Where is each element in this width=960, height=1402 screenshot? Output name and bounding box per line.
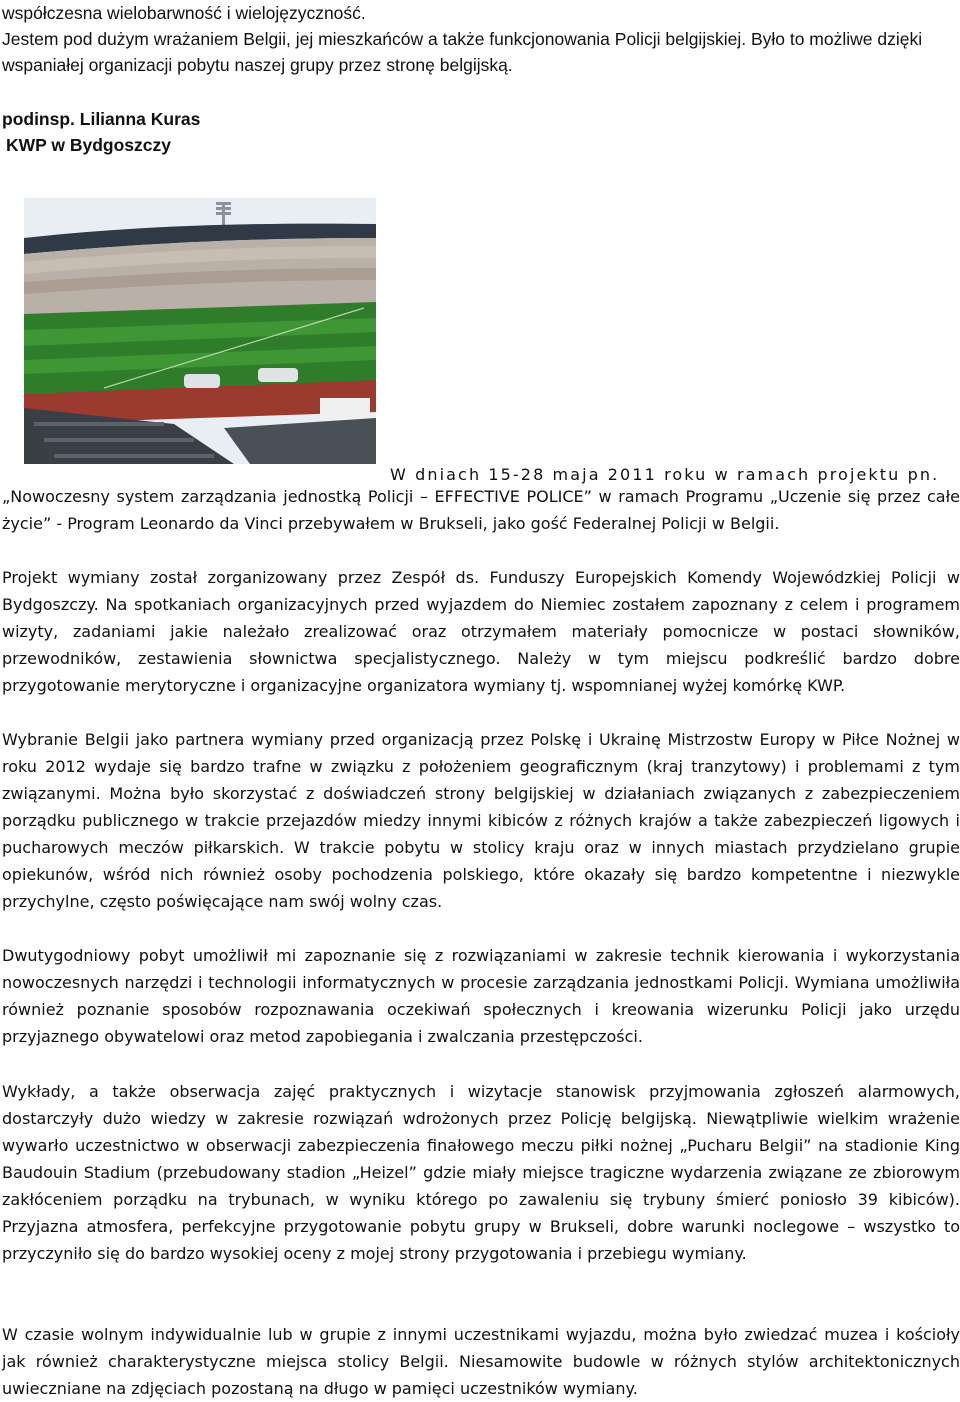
- intro-line: współczesna wielobarwność i wielojęzyczność.: [2, 3, 366, 23]
- article-lead: W dniach 15-28 maja 2011 roku w ramach projektu pn.: [390, 465, 940, 484]
- article-paragraph: Wykłady, a także obserwacja zajęć praktycznych i wizytacje stanowisk przyjmowania zgłoszeń alarmowych, dostarczyły dużo wiedzy w zakresie rozwiązań wdrożonych przez Policję belgijską. Niewątpliwie wielkim wrażenie wywarło uczestnictwo w obserwacji zabezpieczenia finałowego meczu piłki nożnej „Pucharu Belgii” na stadionie King Baudouin Stadium (przebudowany stadion „Heizel” gdzie miały miejsce tragiczne wydarzenia związane ze zbiorowym zakłóceniem porządku na trybunach, w wyniku którego po zawaleniu się trybuny śmierć poniosło 39 kibiców). Przyjazna atmosfera, perfekcyjne przygotowanie pobytu grupy w Brukseli, dobre warunki noclegowe – wszystko to przyczyniło się do bardzo wysokiej oceny z mojej strony przygotowania i przebiegu wymiany.: [2, 1082, 960, 1263]
- stadium-photo: [24, 198, 376, 464]
- article-paragraph: W czasie wolnym indywidualnie lub w grupie z innymi uczestnikami wyjazdu, można było zwiedzać muzea i kościoły jak również charakterystyczne miejsca stolicy Belgii. Niesamowite budowle w różnych stylów architektonicznych uwieczniane na zdjęciach pozostaną na długo w pamięci uczestników wymiany.: [2, 1325, 960, 1398]
- article-paragraph: Projekt wymiany został zorganizowany przez Zespół ds. Funduszy Europejskich Komendy Wojewódzkiej Policji w Bydgoszczy. Na spotkaniach organizacyjnych przed wyjazdem do Niemiec zostałem zapoznany z celem i programem wizyty, zadaniami jakie należało zrealizować oraz otrzymałem materiały pomocnicze w postaci słowników, przewodników, zestawienia słownictwa specjalistycznego. Należy w tym miejscu podkreślić bardzo dobre przygotowanie merytoryczne i organizacyjne organizatora wymiany tj. wspomnianej wyżej komórkę KWP.: [2, 568, 960, 695]
- article-paragraph: Wybranie Belgii jako partnera wymiany przed organizacją przez Polskę i Ukrainę Mistrzostw Europy w Piłce Nożnej w roku 2012 wydaje się bardzo trafne w związku z położeniem geograficznym (kraj tranzytowy) i problemami z tym związanymi. Można było skorzystać z doświadczeń strony belgijskiej w działaniach związanych z zabezpieczeniem porządku publicznego w trakcie przejazdów miedzy innymi kibiców z różnych krajów a także zabezpieczeń ligowych i pucharowych meczów piłkarskich. W trakcie pobytu w stolicy kraju oraz w innych miastach przydzielano grupie opiekunów, wśród nich również osoby pochodzenia polskiego, które okazały się bardzo kompetentne i niezwykle przychylne, często poświęcające nam swój wolny czas.: [2, 730, 960, 911]
- author-name: podinsp. Lilianna Kuras: [2, 109, 201, 129]
- author-unit: KWP w Bydgoszczy: [6, 135, 171, 155]
- intro-paragraph: Jestem pod dużym wrażaniem Belgii, jej mieszkańców a także funkcjonowania Policji belgijskiej. Było to możliwe dzięki wspaniałej organizacji pobytu naszej grupy przez stronę belgijską.: [2, 29, 923, 75]
- article-paragraph: Dwutygodniowy pobyt umożliwił mi zapoznanie się z rozwiązaniami w zakresie technik kierowania i wykorzystania nowoczesnych narzędzi i technologii informatycznych w procesie zarządzania jednostkami Policji. Wymiana umożliwiła również poznanie sposobów rozpoznawania oczekiwań społecznych i kreowania wizerunku Policji jako urzędu przyjaznego obywatelowi oraz metod zapobiegania i zwalczania przestępczości.: [2, 946, 960, 1046]
- article-paragraph: „Nowoczesny system zarządzania jednostką Policji – EFFECTIVE POLICE” w ramach Programu „Uczenie się przez całe życie” - Program Leonardo da Vinci przebywałem w Brukseli, jako gość Federalnej Policji w Belgii.: [2, 487, 960, 533]
